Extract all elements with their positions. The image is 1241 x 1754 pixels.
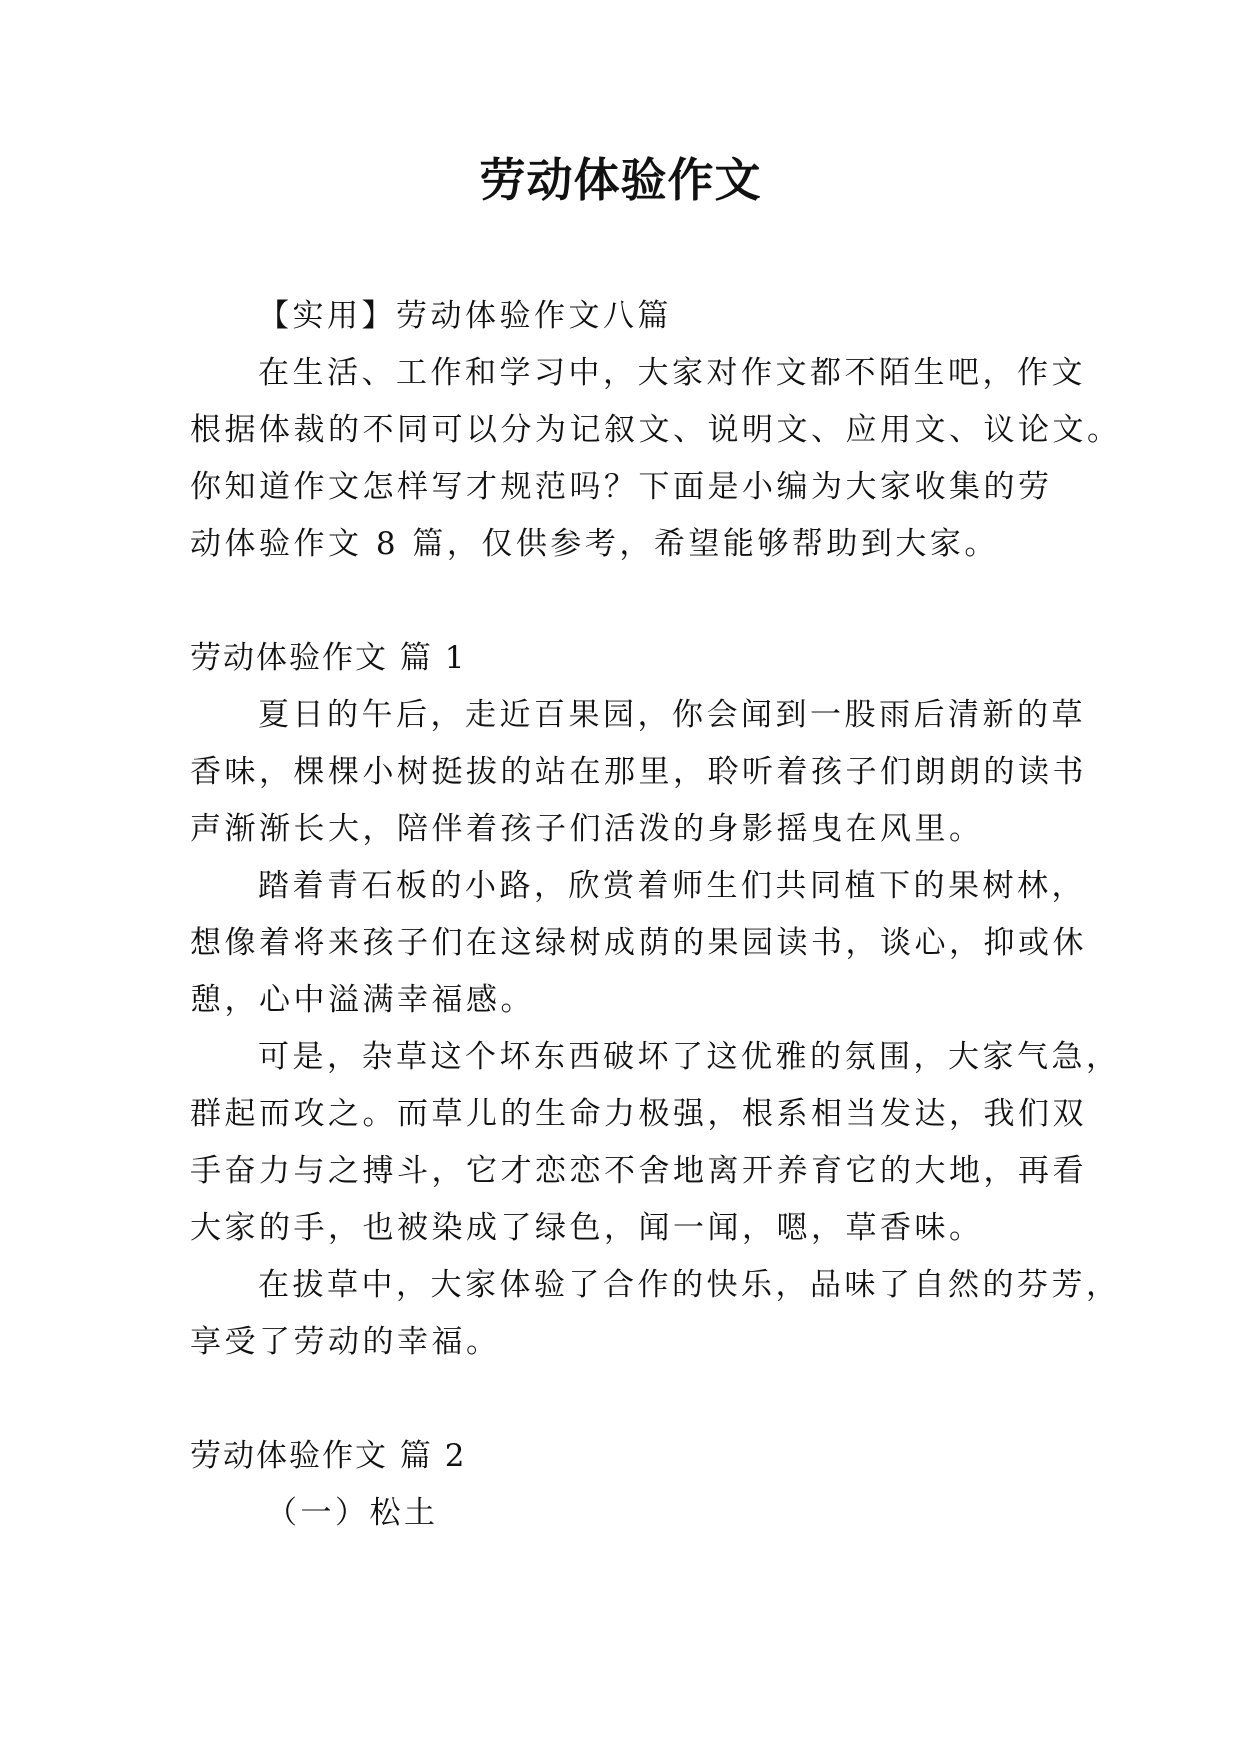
section-title: 劳动体验作文 篇 2 xyxy=(190,1438,467,1474)
document-title: 劳动体验作文 xyxy=(479,153,762,207)
section-paragraph xyxy=(190,858,1087,1029)
paragraph-line: 根据体裁的不同可以分为记叙文、说明文、应用文、议论文。 xyxy=(190,412,1122,448)
spacer xyxy=(190,573,1070,630)
section-paragraph xyxy=(190,1029,1121,1257)
paragraph-line: 你知道作文怎样写才规范吗？下面是小编为大家收集的劳 xyxy=(190,469,1053,505)
paragraph-line: 大家的手，也被染成了绿色，闻一闻，嗯，草香味。 xyxy=(190,1210,984,1246)
intro-heading: 【实用】劳动体验作文八篇 xyxy=(258,298,672,334)
paragraph-line: 群起而攻之。而草儿的生命力极强，根系相当发达，我们双 xyxy=(190,1096,1087,1132)
paragraph-line: 在拔草中，大家体验了合作的快乐，品味了自然的芬芳， xyxy=(258,1267,1121,1303)
paragraph-line: 在生活、工作和学习中，大家对作文都不陌生吧，作文 xyxy=(258,355,1086,391)
section-title: 劳动体验作文 篇 1 xyxy=(190,640,467,676)
paragraph-line: 踏着青石板的小路，欣赏着师生们共同植下的果树林， xyxy=(258,868,1086,904)
paragraph-line: 可是，杂草这个坏东西破坏了这优雅的氛围，大家气急， xyxy=(258,1039,1121,1075)
paragraph-line: 憩，心中溢满幸福感。 xyxy=(190,982,535,1018)
paragraph-line: 声渐渐长大，陪伴着孩子们活泼的身影摇曳在风里。 xyxy=(190,811,984,847)
spacer xyxy=(190,1371,1070,1428)
section-paragraph xyxy=(190,687,1087,858)
document-body xyxy=(190,288,1122,1542)
paragraph-line: 动体验作文 8 篇，仅供参考，希望能够帮助到大家。 xyxy=(190,526,999,562)
section-subheading: （一）松土 xyxy=(266,1495,439,1531)
paragraph-line: 香味，棵棵小树挺拔的站在那里，聆听着孩子们朗朗的读书 xyxy=(190,754,1087,790)
intro-paragraph xyxy=(190,345,1122,573)
paragraph-line: 享受了劳动的幸福。 xyxy=(190,1324,501,1360)
paragraph-line: 夏日的午后，走近百果园，你会闻到一股雨后清新的草 xyxy=(258,697,1086,733)
paragraph-line: 想像着将来孩子们在这绿树成荫的果园读书，谈心，抑或休 xyxy=(190,925,1087,961)
paragraph-line: 手奋力与之搏斗，它才恋恋不舍地离开养育它的大地，再看 xyxy=(190,1153,1087,1189)
section-paragraph xyxy=(190,1257,1121,1371)
